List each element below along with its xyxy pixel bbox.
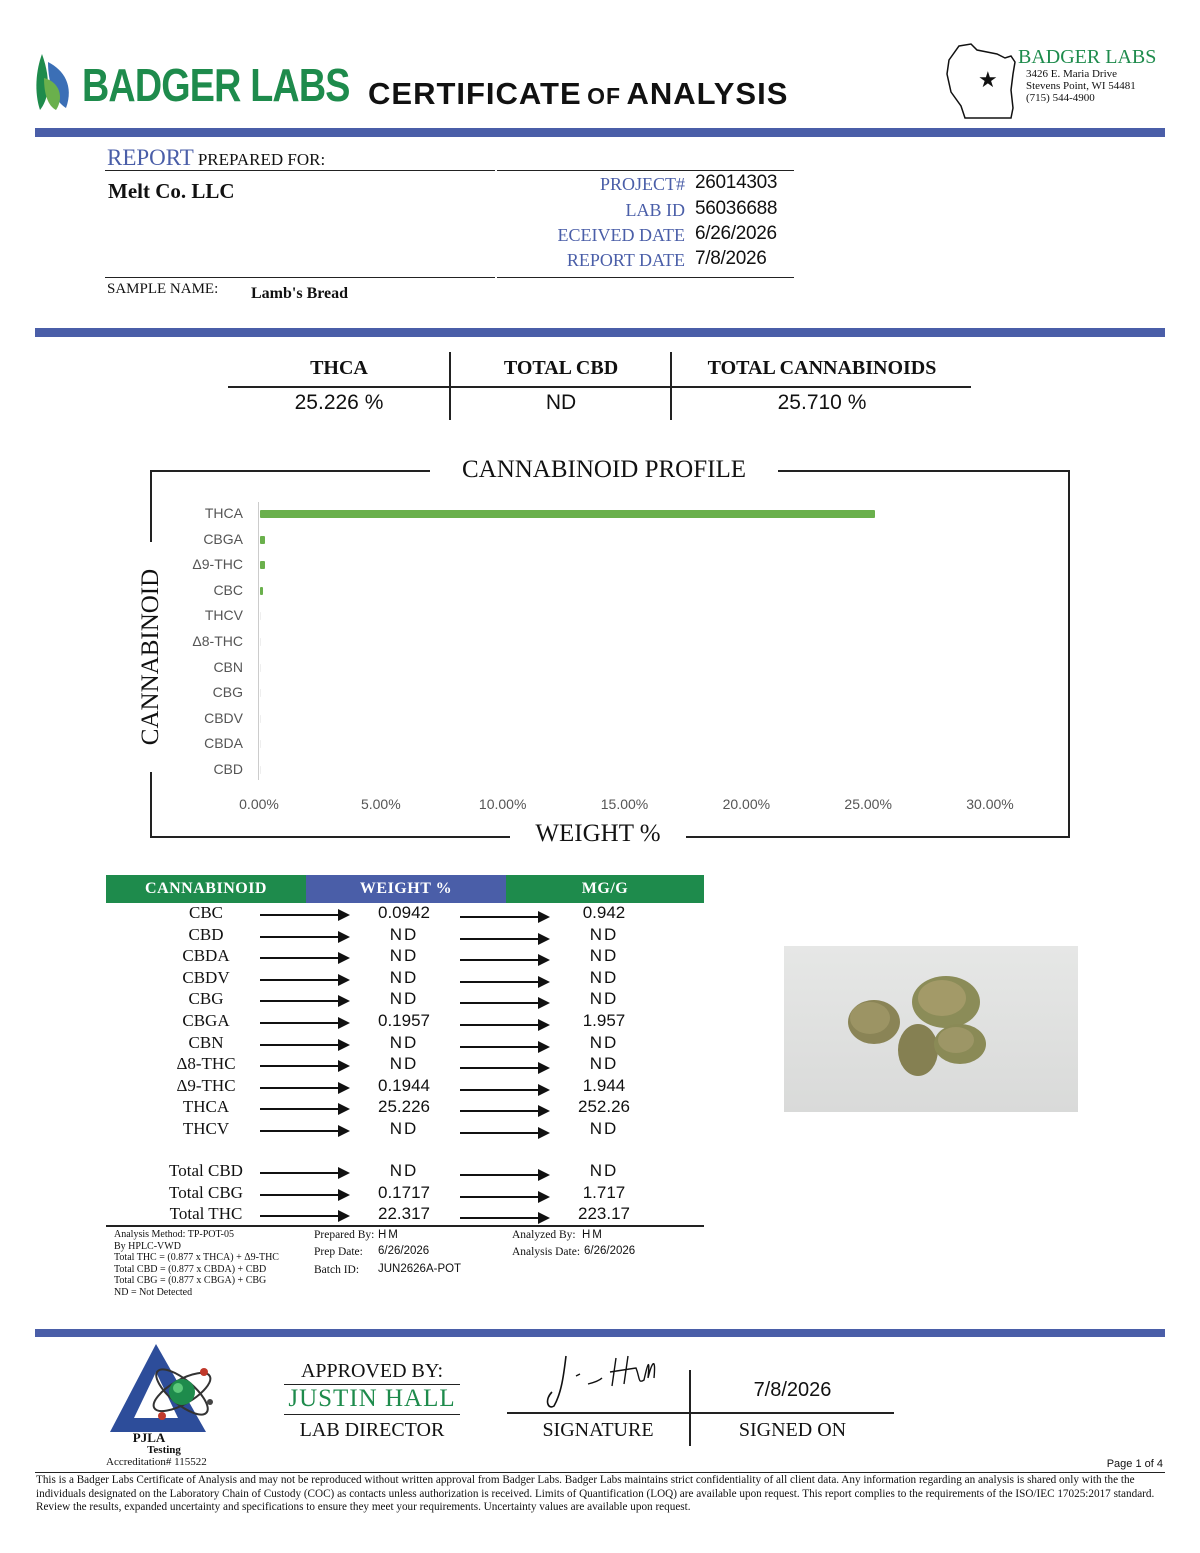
weight-value: ND [389,989,419,1009]
approved-by-label: APPROVED BY: [300,1360,444,1382]
table-row [106,1204,704,1226]
chart-category-label: CBD [213,761,243,777]
cannabinoid-name: THCV [182,1119,230,1138]
prepared-for-heading [107,145,325,171]
arrow-icon [460,916,546,918]
chart-x-tick-label: 20.00% [722,796,771,812]
pjla-sub: Testing [147,1444,181,1456]
weight-value: 25.226 [378,1097,430,1117]
note-line: Analysis Method: TP-POT-05 [114,1229,235,1240]
pjla-logo-icon [106,1342,226,1434]
star-icon: ★ [978,68,998,93]
results-table [106,875,704,903]
disclaimer: This is a Badger Labs Certificate of Analysis and may not be reproduced without written approval from Badger Labs. Badger Labs maintains strict confidentiality of all client data. Any information regarding an analysis is shared only with the the individuals designated on the Laboratory Chain of Custody (COC) as contacts unless authorization is received. Limits of Quantification (LOQ) are available upon request. This report complies to the requirements of the ISO/IEC 17025:2017 standard. Review the results, expanded uncertainty and specifications to ensure they meet your requirements. Uncertainty values are available upon request. [36,1474,1155,1513]
weight-value: ND [389,967,419,987]
arrow-icon [460,1196,546,1198]
table-row [106,925,704,947]
received-date-label: ECEIVED DATE [557,225,685,245]
prep-date-value: 6/26/2026 [378,1245,430,1257]
note-line: Total CBD = (0.877 x CBDA) + CBD [114,1263,267,1275]
weight-value: ND [389,1032,419,1052]
mg-per-g-value: ND [589,989,619,1009]
chart-bar [260,561,265,569]
footer-rule [35,1329,1165,1337]
arrow-icon [260,1130,346,1132]
cannabinoid-name: CBDA [182,946,230,966]
summary-label-total-cbd: TOTAL CBD [503,357,619,379]
method-notes [114,1229,279,1298]
weight-value: 0.1717 [378,1182,430,1202]
mg-per-g-value: ND [589,1054,619,1074]
summary-value-total-cannabinoids: 25.710 % [777,391,867,414]
table-row [106,1033,704,1055]
header-rule [35,128,1165,137]
weight-value: 0.1944 [378,1075,430,1095]
note-line: Total CBG = (0.877 x CBGA) + CBG [114,1275,267,1286]
arrow-icon [460,1024,546,1026]
divider [35,1472,1165,1473]
table-row [106,1054,704,1076]
signature-label: SIGNATURE [542,1419,654,1441]
leaf-icon [34,52,78,112]
arrow-icon [460,959,546,961]
arrow-icon [460,1217,546,1219]
mg-per-g-value: ND [589,1119,619,1138]
address-line2: Stevens Point, WI 54481 [1026,80,1136,92]
report-date-value: 7/8/2026 [695,248,767,269]
analyzed-by-label: Analyzed By: [512,1229,576,1241]
cannabinoid-name: CBDV [182,967,230,987]
cannabinoid-name: CBC [188,903,224,922]
signed-on-label: SIGNED ON [738,1419,847,1441]
cannabinoid-name: THCA [182,1097,230,1117]
arrow-icon [260,1065,346,1067]
sample-photo [784,946,1078,1112]
project-value: 26014303 [695,172,778,193]
approver-name: JUSTIN HALL [288,1385,456,1412]
sample-name-label: SAMPLE NAME: [107,281,219,297]
table-row [106,1011,704,1033]
divider [106,1225,704,1227]
chart-x-tick-label: 25.00% [844,796,892,812]
weight-value: 0.0942 [378,903,430,922]
chart-bar [260,510,875,518]
analysis-date-label: Analysis Date: [512,1246,581,1258]
table-row [106,1161,704,1183]
received-date-value: 6/26/2026 [695,223,777,244]
arrow-icon [260,957,346,959]
divider [228,386,971,388]
chart-bar [260,638,261,646]
document-title: CERTIFICATE OF ANALYSIS [368,76,789,111]
arrow-icon [260,914,346,916]
summary-value-thca: 25.226 % [294,391,384,414]
chart-category-label: THCV [204,607,243,624]
mg-per-g-value: 223.17 [578,1204,630,1224]
divider [507,1412,894,1414]
cannabinoid-name: CBN [188,1032,224,1052]
divider [105,277,495,278]
cannabinoid-name: Total THC [169,1204,243,1224]
mg-per-g-value: 0.942 [582,903,626,922]
table-row [106,1076,704,1098]
weight-value: ND [389,924,419,944]
table-row [106,946,704,968]
mg-per-g-value: 1.717 [582,1182,626,1202]
chart-category-label: CBDA [204,735,243,752]
lab-id-label: LAB ID [625,200,685,220]
arrow-icon [460,1067,546,1069]
chart-bar [260,689,261,697]
chart-x-tick-label: 15.00% [600,796,649,812]
prepared-for-label: PREPARED FOR: [197,150,326,169]
chart-category-label: CBC [213,581,243,598]
brand-name: BADGER LABS [82,59,350,111]
brand-logo [34,52,350,114]
mg-per-g-value: 1.944 [582,1075,626,1095]
note-line: Total THC = (0.877 x THCA) + Δ9-THC [114,1252,279,1263]
analyzed-by-value: HM [582,1229,604,1241]
arrow-icon [260,979,346,981]
arrow-icon [260,1000,346,1002]
results-header-row [106,875,704,903]
arrow-icon [260,1087,346,1089]
chart-frame [150,470,1070,838]
chart-bar [260,587,263,595]
chart-x-tick-label: 10.00% [478,796,527,812]
project-label: PROJECT# [599,174,685,194]
weight-value: ND [389,946,419,966]
column-header-mg: MG/G [506,875,704,903]
cannabinoid-name: Δ9-THC [176,1075,236,1095]
mg-per-g-value: ND [589,924,619,944]
cannabinoid-name: CBGA [182,1011,230,1030]
note-line: ND = Not Detected [114,1286,193,1298]
mg-per-g-value: ND [589,946,619,966]
address-block [1018,46,1156,104]
chart-x-tick-label: 0.00% [239,796,279,812]
mg-per-g-value: ND [589,1161,619,1180]
weight-value: ND [389,1161,419,1180]
analysis-date-value: 6/26/2026 [584,1245,636,1257]
divider [497,277,794,278]
chart-bar [260,536,265,544]
summary-label-total-cannabinoids: TOTAL CANNABINOIDS [707,357,937,379]
pjla-name: PJLA [132,1430,166,1445]
chart-category-label: CBDV [204,709,243,726]
arrow-icon [260,1215,346,1217]
cannabinoid-name: Total CBG [169,1182,243,1202]
chart-bar [260,664,261,672]
approver-role: LAB DIRECTOR [299,1419,445,1441]
note-line: By HPLC-VWD [114,1240,181,1252]
prep-date-label: Prep Date: [314,1246,363,1258]
chart-title: CANNABINOID PROFILE [430,456,778,484]
mg-per-g-value: 252.26 [578,1097,630,1117]
prepared-by-value: HM [378,1229,400,1241]
table-row [106,1119,704,1141]
chart-x-tick-label: 30.00% [966,796,1014,812]
arrow-icon [460,1132,546,1134]
chart-xlabel: WEIGHT % [510,820,686,848]
arrow-icon [460,1110,546,1112]
chart-bar [260,766,261,774]
mg-per-g-value: 1.957 [582,1011,626,1030]
cannabinoid-name: CBG [188,989,224,1009]
page-number: Page 1 of 4 [1106,1458,1163,1470]
chart-axis [258,502,259,780]
arrow-icon [460,1002,546,1004]
arrow-icon [260,1022,346,1024]
chart-category-label: Δ8-THC [192,633,243,649]
chart-ylabel: CANNABINOID [137,542,167,772]
signed-on-date: 7/8/2026 [753,1379,832,1401]
arrow-icon [460,981,546,983]
arrow-icon [460,1174,546,1176]
batch-id-value: JUN2626A-POT [378,1263,462,1275]
weight-value: 22.317 [378,1204,430,1224]
client-name: Melt Co. LLC [108,179,235,203]
divider [284,1414,460,1415]
table-row [106,989,704,1011]
arrow-icon [260,1172,346,1174]
chart-bar [260,612,261,620]
weight-value: 0.1957 [378,1011,430,1030]
prepared-by-label: Prepared By: [314,1229,375,1241]
mg-per-g-value: ND [589,1032,619,1052]
summary-value-total-cbd: ND [545,391,577,414]
arrow-icon [460,1089,546,1091]
table-row [106,968,704,990]
report-word: REPORT [107,145,194,170]
signature-image [540,1352,670,1412]
chart-category-label: CBN [213,658,243,675]
chart-category-label: Δ9-THC [192,556,243,573]
address-phone: (715) 544-4900 [1026,92,1095,104]
mg-per-g-value: ND [589,967,619,987]
report-date-label: REPORT DATE [566,250,685,270]
table-row [106,1097,704,1119]
pjla-accreditation: Accreditation# 115522 [106,1456,207,1468]
chart-category-label: CBGA [203,530,243,547]
arrow-icon [260,936,346,938]
address-name: BADGER LABS [1018,46,1157,68]
summary-label-thca: THCA [310,357,368,379]
chart-x-tick-label: 5.00% [360,796,401,812]
chart-bar [260,715,261,723]
chart-category-label: THCA [204,505,243,521]
table-row [106,903,704,925]
arrow-icon [260,1194,346,1196]
batch-id-label: Batch ID: [314,1264,360,1276]
column-header-weight: WEIGHT % [306,875,506,903]
cannabinoid-name: CBD [188,924,224,944]
sample-name-value: Lamb's Bread [251,285,349,302]
lab-id-value: 56036688 [695,198,778,219]
arrow-icon [460,938,546,940]
weight-value: ND [389,1119,419,1138]
divider [497,170,794,171]
chart-bar [260,740,261,748]
address-line1: 3426 E. Maria Drive [1026,68,1118,80]
arrow-icon [260,1108,346,1110]
section-rule [35,328,1165,337]
column-header-cannabinoid: CANNABINOID [106,875,306,903]
chart-category-label: CBG [212,684,243,701]
divider [105,170,495,171]
weight-value: ND [389,1054,419,1074]
table-row [106,1183,704,1205]
cannabinoid-name: Total CBD [169,1161,243,1180]
cannabinoid-name: Δ8-THC [176,1054,236,1074]
arrow-icon [460,1046,546,1048]
arrow-icon [260,1044,346,1046]
